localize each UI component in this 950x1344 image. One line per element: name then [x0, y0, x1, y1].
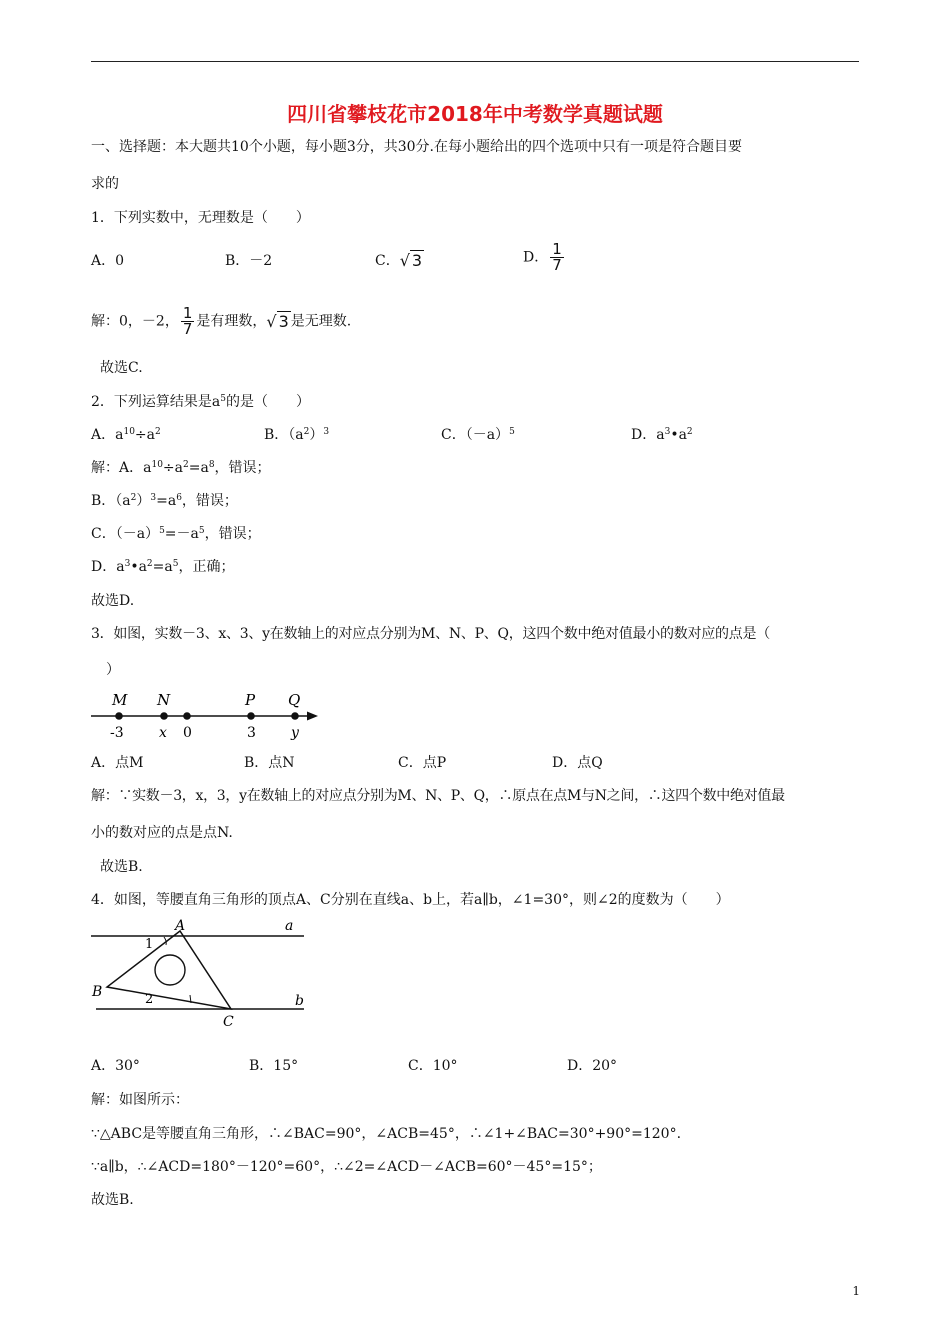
sol-text: ，错误； [214, 460, 271, 476]
point-origin [183, 712, 191, 720]
q1-option-d-prefix: D． [523, 249, 549, 266]
number-line-figure [88, 686, 324, 744]
sol-text: =a [152, 559, 173, 575]
sqrt-radicand: 3 [278, 311, 289, 331]
q2-stem-text: 的是（ ） [226, 394, 310, 410]
exponent: 5 [220, 394, 226, 404]
q1-option-c-prefix: C． [375, 253, 400, 269]
q2-option-text: B．（a [264, 427, 304, 443]
page-number: 1 [852, 1284, 860, 1298]
label-m: M [112, 691, 128, 709]
sol-text: B．（a [91, 493, 131, 509]
q4-solution-3: ∵a∥b，∴∠ACD=180°－120°=60°，∴∠2=∠ACD－∠ACB=60°－45°=15°； [91, 1159, 602, 1175]
sol-text: ，错误； [181, 493, 238, 509]
exponent: 10 [123, 427, 135, 437]
q3-option-d: D．点Q [552, 755, 603, 771]
q4-option-d: D．20° [567, 1058, 618, 1074]
exponent: 6 [176, 493, 182, 503]
sol-text: ÷a [162, 460, 183, 476]
q2-solution-a [91, 458, 271, 478]
point-p [247, 712, 255, 720]
sqrt-symbol: √ 3 [266, 311, 289, 331]
exponent: 3 [323, 427, 330, 437]
q1-solution [91, 306, 351, 337]
sol-text: •a [130, 559, 147, 575]
q4-option-b: B．15° [249, 1058, 299, 1074]
triangle-inner-circle [155, 955, 185, 985]
exponent: 5 [172, 559, 179, 569]
exponent: 2 [303, 427, 310, 437]
label-p: P [245, 691, 256, 709]
q2-solution-d [91, 557, 234, 577]
exponent: 8 [208, 460, 215, 470]
fraction-denominator: 7 [182, 320, 193, 338]
q4-option-a: A．30° [91, 1058, 140, 1074]
q3-option-a: A．点M [91, 755, 144, 771]
exponent: 2 [686, 427, 693, 437]
label-line-b: b [295, 993, 304, 1009]
label-a-vertex: A [175, 918, 186, 934]
q2-option-text: A．a [91, 427, 124, 443]
tick-0: 0 [183, 725, 192, 741]
sqrt-symbol: √ 3 [399, 251, 423, 270]
q2-answer: 故选D. [91, 593, 135, 609]
q2-option-text: ） [309, 427, 324, 443]
sol-text: =－a [164, 526, 199, 542]
sol-text: ，正确； [178, 559, 235, 575]
exponent: 5 [509, 427, 515, 437]
label-q: Q [288, 691, 301, 709]
exponent: 2 [146, 559, 153, 569]
q3-solution-2: 小的数对应的点是点N. [91, 825, 233, 841]
q2-option-a [91, 425, 161, 445]
q2-option-c [441, 425, 515, 445]
label-angle-1: 1 [145, 937, 154, 952]
q3-solution-1: 解：∵实数－3，x，3，y在数轴上的对应点分别为M、N、P、Q，∴原点在点M与N之间，∴这四个数中绝对值最 [91, 788, 785, 804]
sol-text: ） [136, 493, 151, 509]
fraction-denominator: 7 [552, 256, 562, 274]
point-q [291, 712, 299, 720]
exponent: 10 [151, 460, 163, 470]
point-m [115, 712, 123, 720]
q2-option-text: C．（－a） [441, 427, 510, 443]
q3-answer: 故选B. [100, 859, 143, 875]
exponent: 2 [183, 460, 189, 470]
q1-option-c [375, 251, 424, 271]
exponent: 5 [198, 526, 205, 536]
q4-solution-1: 解：如图所示： [91, 1092, 189, 1108]
q1-option-a: A．0 [91, 253, 125, 269]
label-n: N [157, 691, 171, 709]
q2-option-text: D．a [631, 427, 665, 443]
fraction-numerator: 1 [182, 304, 193, 322]
q1-option-b: B．－2 [225, 253, 273, 269]
fraction [550, 242, 564, 273]
label-c-vertex: C [223, 1014, 234, 1030]
q1-stem: 1．下列实数中，无理数是（ ） [91, 210, 310, 226]
label-angle-2: 2 [145, 992, 154, 1007]
q1-option-d [523, 242, 566, 273]
q1-option-c-radicand: 3 [411, 251, 423, 270]
section-heading-2: 求的 [91, 176, 119, 192]
q2-stem-text: 2．下列运算结果是a [91, 394, 221, 410]
q2-solution-c [91, 524, 261, 544]
tick-3: 3 [247, 725, 256, 741]
tick-neg3: -3 [110, 725, 124, 741]
q3-stem-end: ） [106, 662, 120, 678]
q1-solution-part: 是无理数. [290, 313, 352, 330]
number-line-arrow [307, 712, 318, 721]
q2-option-d [631, 425, 693, 445]
q3-option-b: B．点N [244, 755, 295, 771]
exponent: 3 [124, 559, 131, 569]
sol-text: =a [188, 460, 209, 476]
sol-text: C．（－a） [91, 526, 160, 542]
label-line-a: a [285, 918, 294, 934]
q2-option-text: •a [670, 427, 687, 443]
q1-answer: 故选C. [100, 360, 143, 376]
exponent: 3 [150, 493, 157, 503]
q2-option-text: ÷a [134, 427, 155, 443]
sol-text: D．a [91, 559, 125, 575]
q3-option-c: C．点P [398, 755, 447, 771]
q4-solution-2: ∵△ABC是等腰直角三角形，∴∠BAC=90°，∠ACB=45°，∴∠1+∠BAC=30°+90°=120°. [91, 1126, 682, 1142]
q4-answer: 故选B. [91, 1192, 134, 1208]
q2-option-b [264, 425, 329, 445]
q1-solution-part: 是有理数， [196, 313, 267, 330]
q2-solution-b [91, 491, 238, 511]
header-rule [91, 61, 859, 62]
sol-text: =a [156, 493, 177, 509]
section-heading-1: 一、选择题：本大题共10个小题，每小题3分，共30分.在每小题给出的四个选项中只有一项是符合题目要 [91, 139, 742, 155]
point-n [160, 712, 168, 720]
exponent: 5 [159, 526, 165, 536]
tick-x: x [159, 725, 167, 741]
exponent: 2 [155, 427, 161, 437]
sol-text: ，错误； [204, 526, 261, 542]
q4-stem: 4．如图，等腰直角三角形的顶点A、C分别在直线a、b上，若a∥b，∠1=30°，则∠2的度数为（ ） [91, 892, 730, 908]
fraction-numerator: 1 [552, 240, 562, 258]
exponent: 2 [130, 493, 137, 503]
page-title: 四川省攀枝花市2018年中考数学真题试题 [287, 102, 663, 126]
triangle-abc [107, 931, 231, 1009]
q3-stem: 3．如图，实数－3、x、3、y在数轴上的对应点分别为M、N、P、Q，这四个数中绝对值最小的数对应的点是（ [91, 626, 771, 642]
q4-option-c: C．10° [408, 1058, 458, 1074]
exponent: 3 [664, 427, 671, 437]
fraction [181, 306, 195, 337]
q2-stem [91, 392, 310, 412]
triangle-figure [88, 914, 310, 1032]
q1-solution-part: 解：0，－2， [91, 313, 179, 330]
sol-text: 解：A．a [91, 460, 152, 476]
tick-y: y [291, 725, 299, 741]
label-b-vertex: B [92, 984, 103, 1000]
